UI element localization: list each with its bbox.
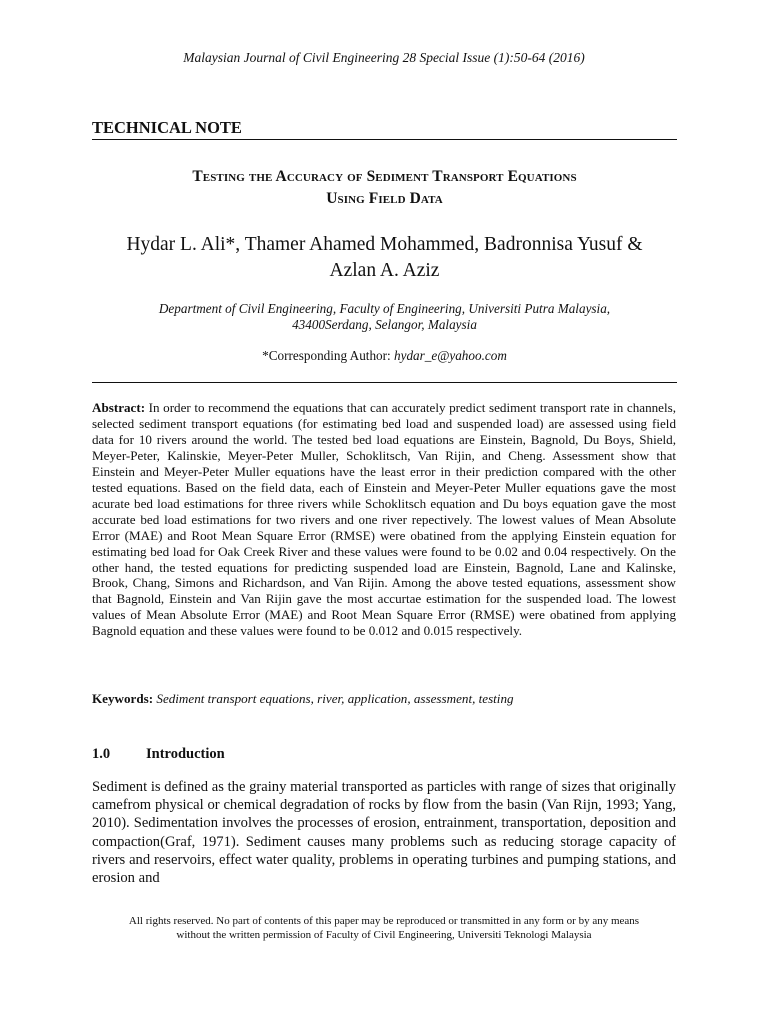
affiliation (92, 301, 677, 333)
abstract (92, 400, 676, 639)
authors-line-2: Azlan A. Aziz (329, 260, 440, 281)
title-line-1: Testing the Accuracy of Sediment Transport Equations (192, 168, 577, 185)
authors-line-1: Hydar L. Ali*, Thamer Ahamed Mohammed, Badronnisa Yusuf & (126, 234, 643, 255)
journal-citation: Malaysian Journal of Civil Engineering 28 Special Issue (1):50-64 (2016) (183, 50, 585, 65)
footer-line-1: All rights reserved. No part of contents of this paper may be reproduced or transmitted in any form or by any means (128, 915, 640, 927)
section-number: 1.0 (92, 746, 111, 762)
introduction-paragraph: Sediment is defined as the grainy material transported as particles with range of sizes that originally camefrom physical or chemical degradation of rocks by flow from the basin (Van Rijn, 1993; Yang, 2010). Sedimentation involves the processes of erosion, entrainment, transportation, deposition and compaction(Graf, 1971). Sediment causes many problems such as reducing storage capacity of rivers and reservoirs, effect water quality, problems in operating turbines and pumping stations, and erosion and (92, 779, 676, 887)
section-heading-introduction (92, 746, 225, 763)
keywords (92, 691, 676, 707)
corresponding-label: *Corresponding Author: (262, 348, 395, 363)
copyright-footer (92, 914, 676, 942)
abstract-text: In order to recommend the equations that can accurately predict sediment transport rate in channels, selected sediment transport equations (for estimating bed load and suspended load) are assessed using field data for 10 rivers around the world. The tested bed load equations are Einstein, Bagnold, Du Boys, Shield, Meyer-Peter, Kalinskie, Meyer-Peter Muller, Schoklitsch, Van Rijin, and Cheng. Assessment show that Einstein and Meyer-Peter Muller equations have the least error in their prediction compared with the other tested equations. Based on the field data, each of Einstein and Meyer-Peter Muller equations gave the most acurate bed load estimations for three rivers while Schoklitsch equation and Du boys equation gave the most accurate bed load estimations for two rivers and one river repectively. The lowest values of Mean Absolute Error (MAE) and Root Mean Square Error (RMSE) were obatined from the applying Einstein equation for estimating bed load for Oak Creek River and these values were found to be 0.02 and 0.04 respectively. On the other hand, the tested equations for predicting suspended load are Einstein, Bagnold, Lane and Kalinske, Brook, Chang, Simons and Richardson, and Van Rijin. Among the above tested equations, assessment show that Bagnold, Einstein and Van Rijin gave the most accurtae estimation for the suspended load. The lowest values of Mean Absolute Error (MAE) and Root Mean Square Error (RMSE) were obatined from applying Bagnold equation and these values were found to be 0.012 and 0.015 respectively. (92, 400, 676, 639)
article-type-label: TECHNICAL NOTE (92, 118, 242, 137)
corresponding-email-link[interactable]: hydar_e@yahoo.com (394, 348, 507, 363)
article-title (92, 166, 677, 210)
corresponding-author (92, 348, 677, 364)
author-list (92, 232, 677, 284)
top-divider (92, 139, 677, 140)
keywords-text: Sediment transport equations, river, application, assessment, testing (156, 691, 514, 706)
affiliation-line-1: Department of Civil Engineering, Faculty of Engineering, Universiti Putra Malaysia, (158, 301, 611, 316)
affiliation-line-2: 43400Serdang, Selangor, Malaysia (292, 317, 477, 332)
abstract-label: Abstract: (92, 400, 146, 415)
abstract-divider (92, 382, 677, 383)
keywords-label: Keywords: (92, 691, 154, 706)
section-title: Introduction (146, 746, 225, 762)
title-line-2: Using Field Data (326, 190, 443, 207)
footer-line-2: without the written permission of Faculty of Civil Engineering, Universiti Teknologi Malaysia (176, 929, 592, 941)
